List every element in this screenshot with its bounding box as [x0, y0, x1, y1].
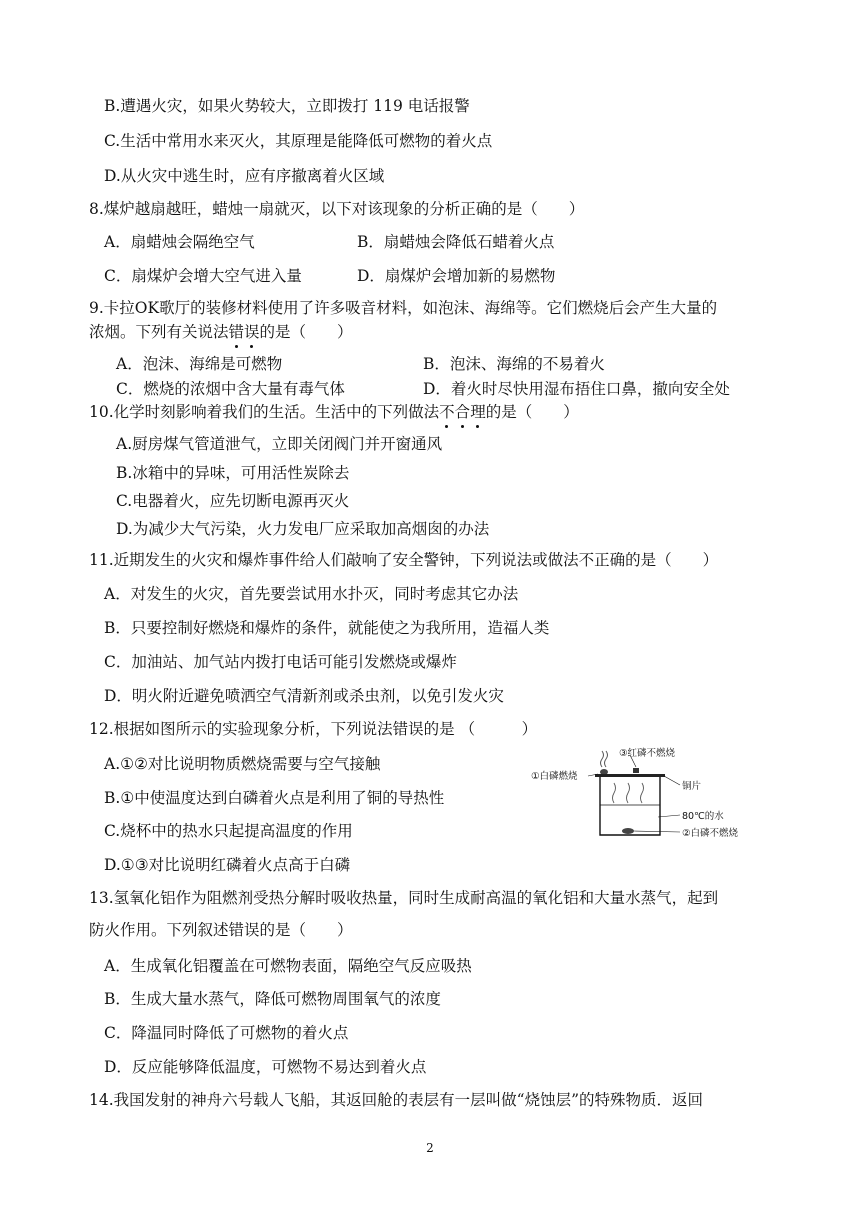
red-phosphorus	[633, 768, 639, 773]
q9-stem-text: 浓烟。下列有关说法	[89, 323, 229, 341]
emphasis-char: 合	[454, 403, 471, 421]
q14-stem-line1: 14.我国发射的神舟六号载人飞船，其返回舱的表层有一层叫做“烧蚀层”的特殊物质．返回	[89, 1091, 704, 1109]
beaker	[600, 777, 660, 835]
leader-line	[634, 831, 680, 832]
q12-option-b: B.①中使温度达到白磷着火点是利用了铜的导热性	[104, 789, 445, 807]
copper-plate	[595, 774, 665, 777]
q10-stem	[89, 401, 579, 423]
q13-stem-line2: 防火作用。下列叙述错误的是（ ）	[89, 921, 353, 939]
experiment-diagram	[530, 745, 755, 845]
q11-stem: 11.近期发生的火灾和爆炸事件给人们敲响了安全警钟，下列说法或做法不正确的是（ ）	[89, 551, 719, 569]
q9-stem-line2	[89, 321, 353, 343]
smoke-icon	[601, 751, 604, 767]
emphasis-char: 误	[244, 323, 260, 341]
q10-stem-text: 10.化学时刻影响着我们的生活。生活中的下列做法	[89, 403, 440, 421]
label-3: ③红磷不燃烧	[619, 748, 676, 759]
q8-stem: 8.煤炉越扇越旺，蜡烛一扇就灭，以下对该现象的分析正确的是（ ）	[89, 200, 585, 218]
q12-option-d: D.①③对比说明红磷着火点高于白磷	[104, 856, 351, 874]
label-2: ②白磷不燃烧	[682, 828, 739, 839]
q9-option-b: B．泡沫、海绵的不易着火	[423, 355, 605, 373]
q9-stem-line1: 9.卡拉OK歌厅的装修材料使用了许多吸音材料，如泡沫、海绵等。它们燃烧后会产生大量的	[89, 299, 718, 317]
q10-option-a: A.厨房煤气管道泄气，立即关闭阀门并开窗通风	[116, 435, 443, 453]
q13-option-c: C．降温同时降低了可燃物的着火点	[104, 1024, 349, 1042]
q9-option-d: D．着火时尽快用湿布捂住口鼻，撤向安全处	[423, 380, 730, 398]
q11-option-a: A．对发生的火灾，首先要尝试用水扑灭，同时考虑其它办法	[104, 585, 519, 603]
q13-stem-line1: 13.氢氧化铝作为阻燃剂受热分解时吸收热量，同时生成耐高温的氧化铝和大量水蒸气，起到	[89, 889, 719, 907]
q13-option-b: B．生成大量水蒸气，降低可燃物周围氧气的浓度	[104, 990, 441, 1008]
page-number: 2	[426, 1141, 434, 1155]
q8-option-a: A．扇蜡烛会隔绝空气	[104, 233, 255, 251]
q7-option-b: B.遭遇火灾，如果火势较大，立即拨打 119 电话报警	[104, 97, 470, 115]
steam-icon	[627, 783, 630, 803]
q8-option-c: C．扇煤炉会增大空气进入量	[104, 267, 302, 285]
q7-option-d: D.从火灾中逃生时，应有序撤离着火区域	[104, 167, 385, 185]
q10-option-d: D.为减少大气污染，火力发电厂应采取加高烟囱的办法	[116, 520, 490, 538]
q7-option-c: C.生活中常用水来灭火，其原理是能降低可燃物的着火点	[104, 132, 493, 150]
q11-option-b: B．只要控制好燃烧和爆炸的条件，就能使之为我所用，造福人类	[104, 619, 550, 637]
q12-option-c: C.烧杯中的热水只起提高温度的作用	[104, 822, 353, 840]
q13-option-a: A．生成氧化铝覆盖在可燃物表面，隔绝空气反应吸热	[104, 957, 472, 975]
leader-line	[658, 815, 680, 817]
q10-stem-text: 的是（ ）	[485, 403, 579, 421]
smoke-icon	[605, 751, 608, 767]
q9-stem-text: 的是（ ）	[259, 323, 353, 341]
q10-option-c: C.电器着火，应先切断电源再灭火	[116, 492, 350, 510]
q9-option-c: C．燃烧的浓烟中含大量有毒气体	[116, 380, 345, 398]
label-1: ①白磷燃烧	[531, 771, 578, 782]
white-phosphorus-water	[622, 828, 634, 834]
emphasis-char: 理	[470, 403, 486, 421]
steam-icon	[613, 783, 616, 803]
q9-option-a: A．泡沫、海绵是可燃物	[116, 355, 283, 373]
q8-option-b: B．扇蜡烛会降低石蜡着火点	[357, 233, 555, 251]
q12-stem: 12.根据如图所示的实验现象分析，下列说法错误的是 （ ）	[89, 720, 538, 738]
emphasis-char: 错	[228, 323, 245, 341]
label-copper: 铜片	[682, 781, 702, 792]
q8-option-d: D．扇煤炉会增加新的易燃物	[357, 267, 556, 285]
q10-option-b: B.冰箱中的异味，可用活性炭除去	[116, 464, 350, 482]
steam-icon	[641, 783, 644, 803]
q11-option-c: C．加油站、加气站内拨打电话可能引发燃烧或爆炸	[104, 653, 457, 671]
q12-option-a: A.①②对比说明物质燃烧需要与空气接触	[104, 755, 381, 773]
q13-option-d: D．反应能够降低温度，可燃物不易达到着火点	[104, 1058, 427, 1076]
label-water: 80℃的水	[682, 811, 724, 822]
leader-line	[664, 776, 680, 785]
emphasis-char: 不	[439, 403, 455, 421]
q11-option-d: D．明火附近避免喷洒空气清新剂或杀虫剂，以免引发火灾	[104, 687, 504, 705]
